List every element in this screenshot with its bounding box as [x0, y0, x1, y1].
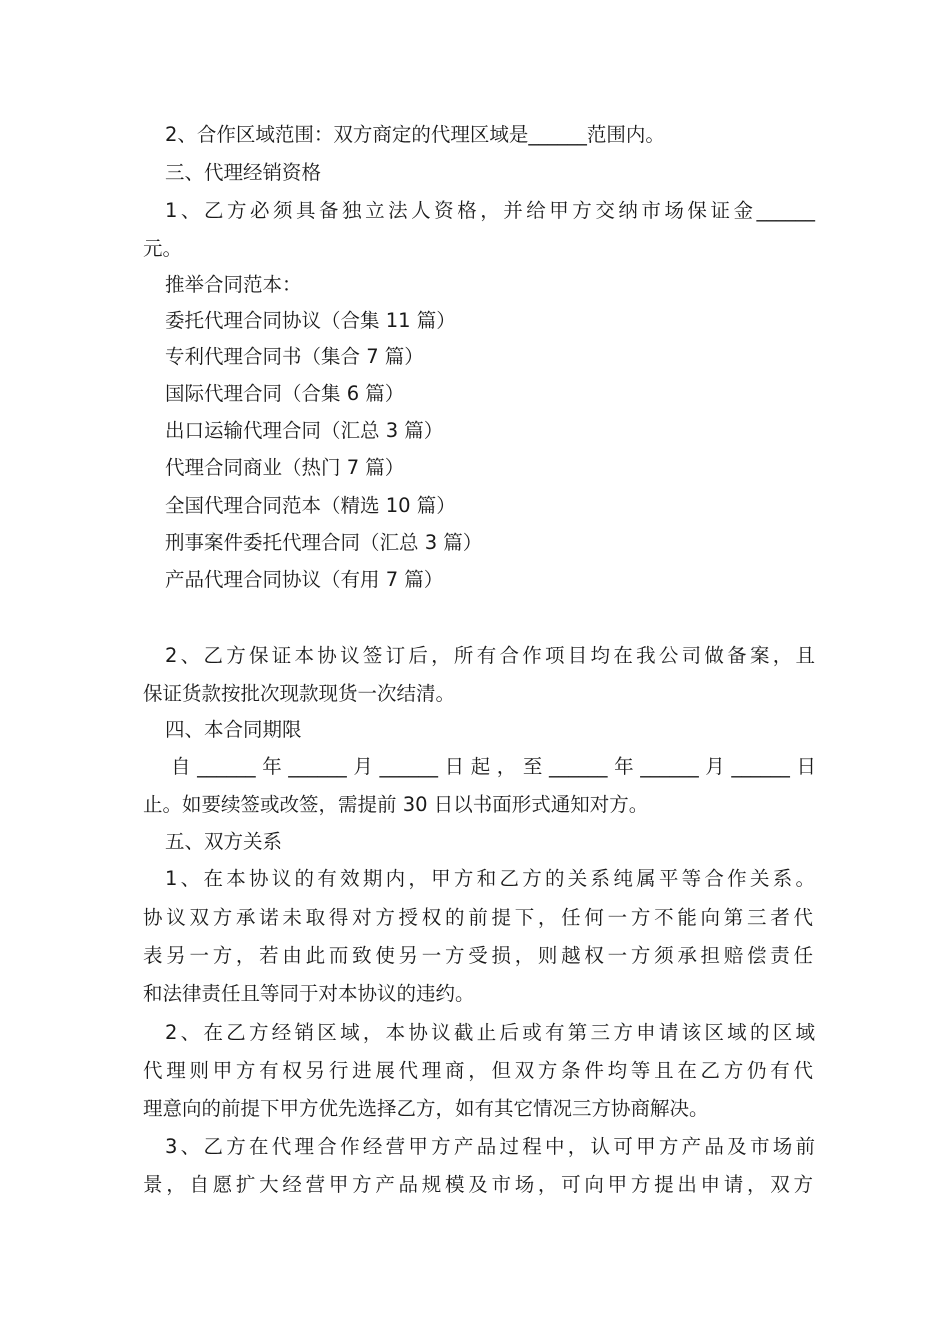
- section-heading-qualification: 三、代理经销资格: [165, 161, 322, 184]
- clause-relationship-1-cont: 表另一方，若由此而致使另一方受损，则越权一方须承担赔偿责任: [143, 944, 813, 967]
- clause-relationship-2-cont: 理意向的前提下甲方优先选择乙方，如有其它情况三方协商解决。: [143, 1097, 709, 1120]
- section-heading-term: 四、本合同期限: [165, 718, 302, 741]
- section-heading-relationship: 五、双方关系: [165, 830, 283, 853]
- clause-term-dates-cont: 止。如要续签或改签，需提前 30 日以书面形式通知对方。: [143, 793, 649, 816]
- clause-qualification-1-cont: 元。: [143, 237, 183, 260]
- clause-relationship-3-cont: 景，自愿扩大经营甲方产品规模及市场，可向甲方提出申请，双方: [143, 1173, 813, 1196]
- clause-relationship-2-cont: 代理则甲方有权另行进展代理商，但双方条件均等且在乙方仍有代: [143, 1059, 813, 1082]
- clause-qualification-1: 1、乙方必须具备独立法人资格，并给甲方交纳市场保证金______: [165, 199, 815, 222]
- clause-qualification-2-cont: 保证货款按批次现款现货一次结清。: [143, 682, 456, 705]
- template-list-item: 委托代理合同协议（合集 11 篇）: [165, 309, 456, 332]
- clause-term-dates: 自______年______月______日起，至______年______月______日: [171, 755, 816, 778]
- template-list-item: 刑事案件委托代理合同（汇总 3 篇）: [165, 531, 483, 554]
- clause-qualification-2: 2、乙方保证本协议签订后，所有合作项目均在我公司做备案，且: [165, 644, 815, 667]
- clause-relationship-1: 1、在本协议的有效期内，甲方和乙方的关系纯属平等合作关系。: [165, 867, 815, 890]
- recommended-templates-heading: 推举合同范本：: [165, 273, 302, 296]
- clause-relationship-2: 2、在乙方经销区域，本协议截止后或有第三方申请该区域的区域: [165, 1021, 815, 1044]
- template-list-item: 国际代理合同（合集 6 篇）: [165, 382, 405, 405]
- template-list-item: 产品代理合同协议（有用 7 篇）: [165, 568, 444, 591]
- clause-relationship-1-cont: 协议双方承诺未取得对方授权的前提下，任何一方不能向第三者代: [143, 906, 813, 929]
- clause-cooperation-area: 2、合作区域范围：双方商定的代理区域是______范围内。: [165, 123, 665, 146]
- template-list-item: 专利代理合同书（集合 7 篇）: [165, 345, 424, 368]
- template-list-item: 出口运输代理合同（汇总 3 篇）: [165, 419, 444, 442]
- template-list-item: 全国代理合同范本（精选 10 篇）: [165, 494, 456, 517]
- clause-relationship-3: 3、乙方在代理合作经营甲方产品过程中，认可甲方产品及市场前: [165, 1135, 815, 1158]
- clause-relationship-1-cont: 和法律责任且等同于对本协议的违约。: [143, 982, 475, 1005]
- template-list-item: 代理合同商业（热门 7 篇）: [165, 456, 405, 479]
